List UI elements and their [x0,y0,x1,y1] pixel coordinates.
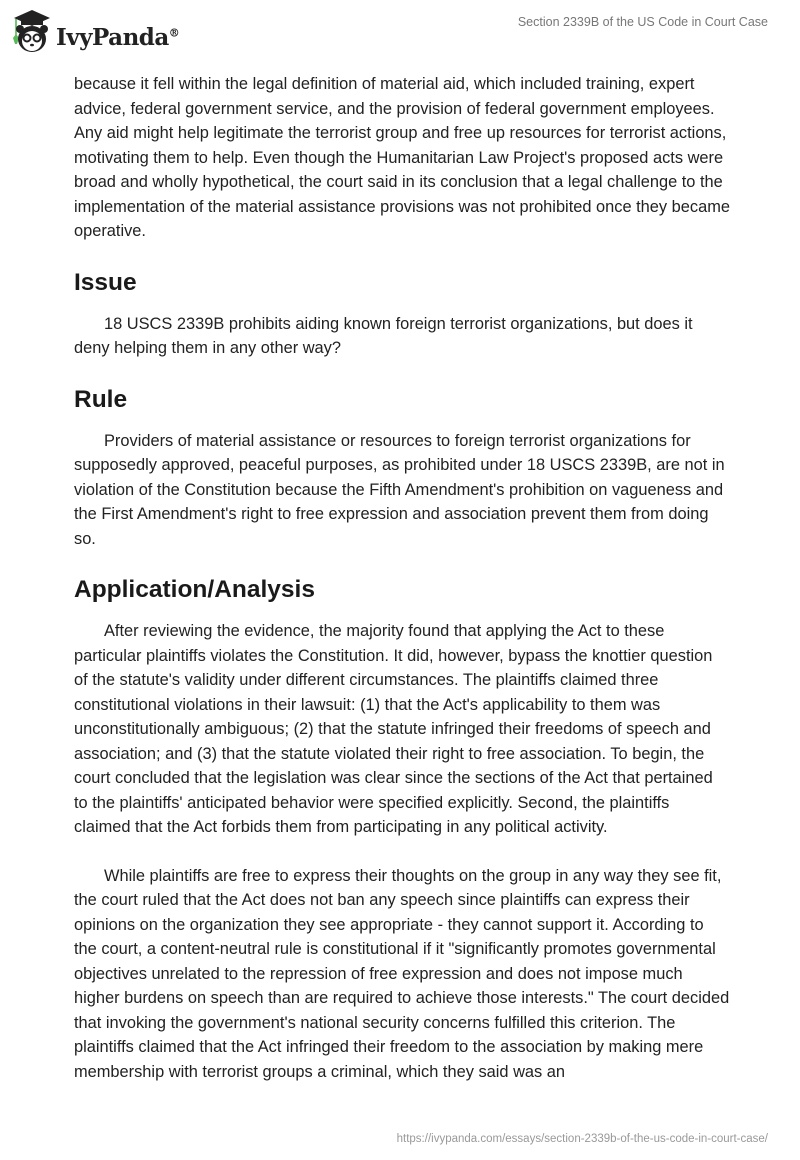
rule-paragraph: Providers of material assistance or resources to foreign terrorist organizations for supposedly approved, peaceful purposes, as prohibited under 18 USCS 2339B, are not in violation of the Constitution because the Fifth Amendment's prohibition on vagueness and the First Amendment's right to free expression and association prevent them from doing so. [74,431,725,548]
analysis-paragraph: After reviewing the evidence, the majority found that applying the Act to these particular plaintiffs violates the Constitution. It did, however, bypass the knottier question of the statute's validity under different circumstances. The plaintiffs claimed three constitutional violations in their lawsuit: (1) that the Act's applicability to them was unconstitutionally ambiguous; (2) that the statute infringed their freedoms of speech and association; and (3) that the statute violated their right to free association. To begin, the court concluded that the legislation was clear since the sections of the Act that pertained to the plaintiffs' anticipated behavior were specified explicitly. Second, the plaintiffs claimed that the Act forbids them from participating in any political activity. [74,622,713,836]
logo-text: IvyPanda® [56,23,180,51]
ivypanda-logo[interactable] [12,8,179,54]
document-title: Section 2339B of the US Code in Court Case [517,15,768,29]
analysis-paragraph: While plaintiffs are free to express their thoughts on the group in any way they see fit, the court ruled that the Act does not ban any speech since plaintiffs can express their opinions on the organization they see appropriate - they cannot support it. According to the court, a content-neutral rule is constitutional if it "significantly promotes governmental objectives unrelated to the repression of free expression and does not impose much higher burdens on speech than are required to achieve those interests." The court decided that invoking the government's national security concerns fulfilled this criterion. The plaintiffs claimed that the Act infringed their freedom to the association by making mere membership with terrorist groups a criminal, which they said was an [74,866,730,1081]
intro-paragraph: because it fell within the legal definition of material aid, which included training, expert advice, federal government service, and the provision of federal government employees. Any aid might help legitimate the terrorist group and free up resources for terrorist actions, motivating them to help. Even though the Humanitarian Law Project's proposed acts were broad and wholly hypothetical, the court said in its conclusion that a legal challenge to the implementation of the material assistance provisions was not prohibited once they became operative. [74,75,730,240]
essay-content [74,72,730,1108]
rule-heading: Rule [74,385,128,413]
panda-graduate-icon [12,8,52,54]
issue-heading: Issue [74,268,137,296]
analysis-heading: Application/Analysis [74,576,315,603]
issue-paragraph: 18 USCS 2339B prohibits aiding known foreign terrorist organizations, but does it deny helping them in any other way? [74,314,693,357]
source-url[interactable]: https://ivypanda.com/essays/section-2339b-of-the-us-code-in-court-case/ [396,1133,768,1145]
page-header [0,0,800,60]
